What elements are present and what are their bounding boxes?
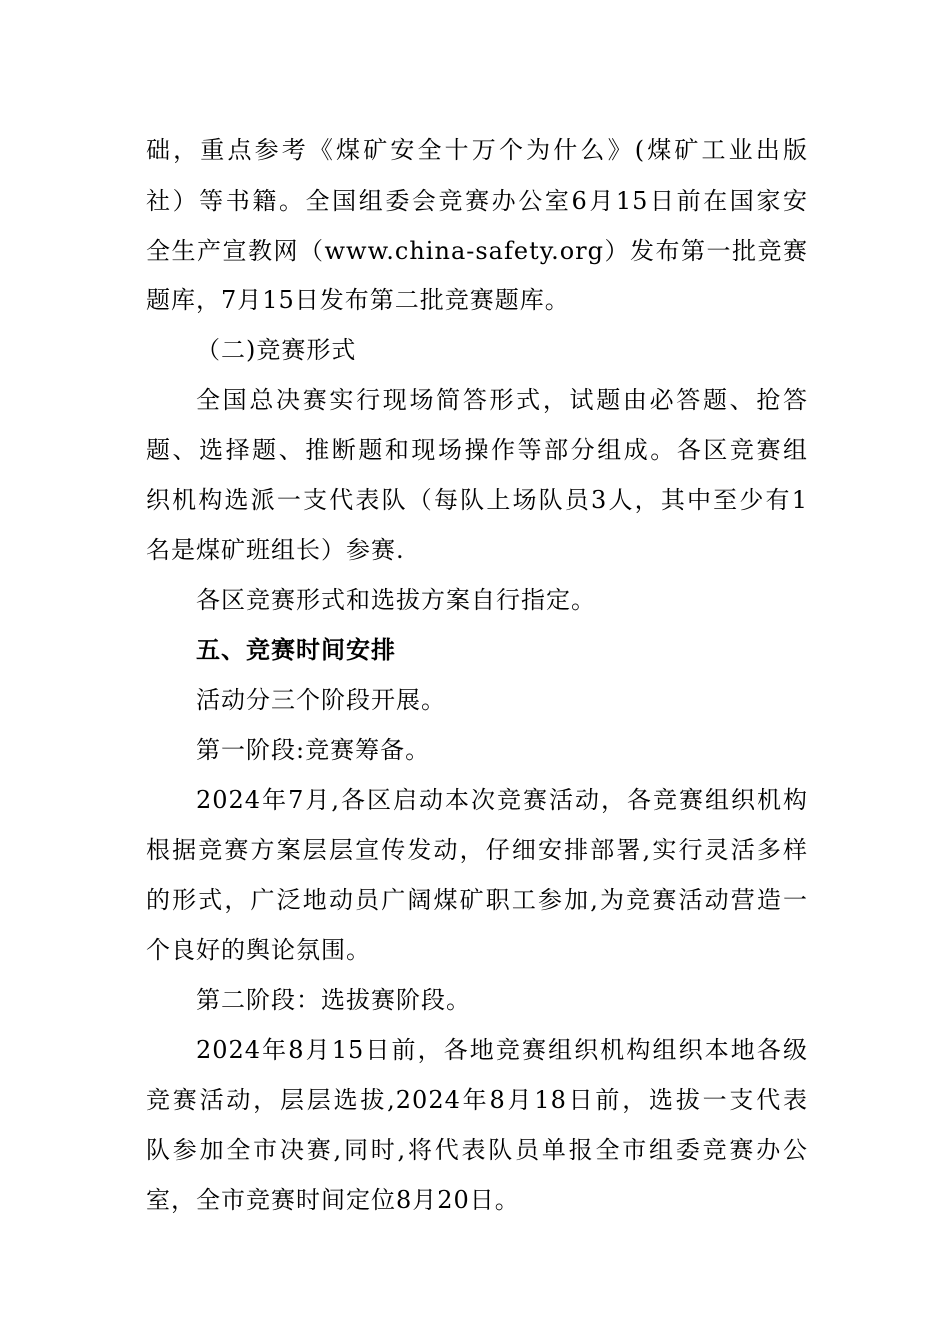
paragraph-line: 织机构选派一支代表队（每队上场队员3人，其中至少有1 xyxy=(146,486,808,514)
stage-label: 第一阶段:竞赛筹备。 xyxy=(196,736,431,764)
paragraph-line: 队参加全市决赛,同时,将代表队员单报全市组委竞赛办公 xyxy=(146,1136,808,1164)
paragraph-line: 室，全市竞赛时间定位8月20日。 xyxy=(146,1186,520,1214)
paragraph-line: 活动分三个阶段开展。 xyxy=(196,686,446,714)
paragraph-line: 全生产宣教网（www.china-safety.org）发布第一批竞赛 xyxy=(146,237,808,265)
section-subheading: （二)竞赛形式 xyxy=(196,336,357,364)
paragraph-line: 全国总决赛实行现场简答形式，试题由必答题、抢答 xyxy=(196,386,808,414)
paragraph-line: 2024年8月15日前，各地竞赛组织机构组织本地各级 xyxy=(196,1036,808,1064)
paragraph-line: 竞赛活动，层层选拔,2024年8月18日前，选拔一支代表 xyxy=(146,1086,808,1114)
paragraph-line: 社）等书籍。全国组委会竞赛办公室6月15日前在国家安 xyxy=(146,187,808,215)
paragraph-line: 各区竞赛形式和选拔方案自行指定。 xyxy=(196,586,596,614)
paragraph-line: 题、选择题、推断题和现场操作等部分组成。各区竞赛组 xyxy=(146,436,808,464)
paragraph-line: 础，重点参考《煤矿安全十万个为什么》(煤矿工业出版 xyxy=(146,136,808,164)
section-heading: 五、竞赛时间安排 xyxy=(196,636,396,664)
paragraph-line: 的形式，广泛地动员广阔煤矿职工参加,为竞赛活动营造一 xyxy=(146,886,808,914)
paragraph-line: 2024年7月,各区启动本次竞赛活动，各竞赛组织机构 xyxy=(196,786,808,814)
paragraph-line: 题库，7月15日发布第二批竞赛题库。 xyxy=(146,286,570,314)
paragraph-line: 名是煤矿班组长）参赛. xyxy=(146,536,405,564)
stage-label: 第二阶段：选拔赛阶段。 xyxy=(196,986,471,1014)
paragraph-line: 个良好的舆论氛围。 xyxy=(146,936,371,964)
paragraph-line: 根据竞赛方案层层宣传发动，仔细安排部署,实行灵活多样 xyxy=(146,836,808,864)
